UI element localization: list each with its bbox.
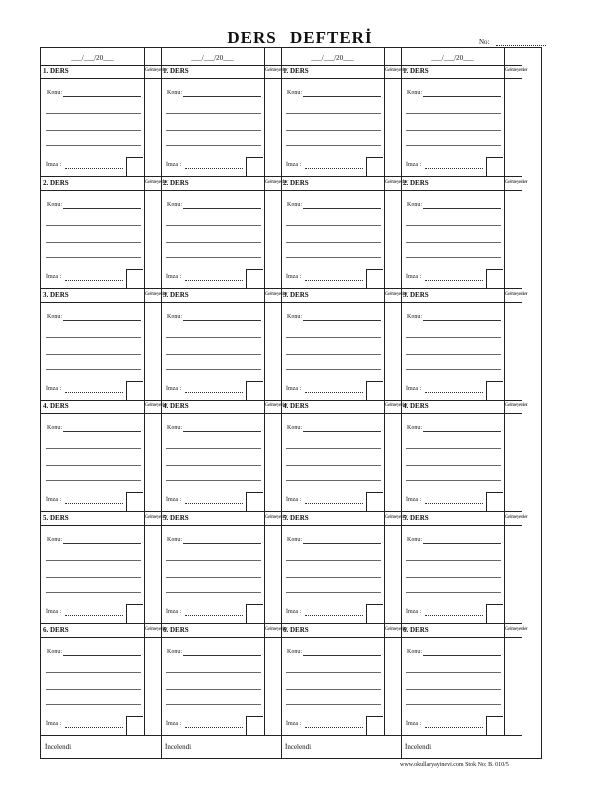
- absent-students-label: Gelmeyenler: [145, 627, 168, 632]
- signature-field[interactable]: [185, 168, 243, 169]
- subject-label: Konu:: [167, 201, 182, 208]
- writing-line[interactable]: [286, 672, 381, 673]
- writing-line[interactable]: [166, 145, 261, 146]
- signature-label: İmza :: [286, 273, 302, 280]
- absent-students-label: Gelmeyenler: [385, 291, 408, 297]
- signature-box[interactable]: [246, 157, 263, 176]
- absent-students-label: Gelmeyenler: [265, 515, 288, 521]
- absent-students-label: Gelmeyenler: [385, 515, 408, 521]
- writing-line[interactable]: [406, 592, 501, 593]
- writing-line[interactable]: [166, 369, 261, 370]
- writing-line[interactable]: [46, 130, 141, 131]
- signature-label: İmza :: [46, 609, 62, 616]
- absent-students-label: Gelmeyenler: [385, 403, 408, 409]
- signature-box[interactable]: [486, 269, 503, 288]
- signature-box[interactable]: [366, 269, 383, 288]
- absent-students-label: Gelmeyenler: [145, 179, 168, 185]
- lesson-number: 5. DERS: [163, 514, 189, 523]
- writing-line[interactable]: [286, 145, 381, 146]
- lesson-number: 2. DERS: [43, 178, 69, 187]
- date-side-cell: [145, 48, 162, 66]
- subject-label: Konu:: [47, 313, 62, 320]
- writing-line[interactable]: [286, 560, 381, 561]
- signature-field[interactable]: [425, 727, 483, 728]
- writing-line[interactable]: [166, 130, 261, 131]
- writing-line[interactable]: [286, 448, 381, 449]
- signature-box[interactable]: [486, 492, 503, 511]
- absent-students-label: Gelmeyenler: [145, 68, 168, 73]
- lesson-number: 5. DERS: [43, 514, 69, 523]
- subject-field[interactable]: [63, 208, 141, 209]
- subject-label: Konu:: [47, 649, 62, 655]
- signature-label: İmza :: [46, 162, 62, 168]
- subject-label: Konu:: [287, 425, 302, 432]
- subject-label: Konu:: [167, 649, 182, 655]
- writing-line[interactable]: [166, 225, 261, 226]
- number-field-line: [496, 45, 546, 46]
- writing-line[interactable]: [406, 577, 501, 578]
- subject-field[interactable]: [63, 431, 141, 432]
- subject-field[interactable]: [303, 431, 381, 432]
- absent-students-label: Gelmeyenler: [265, 68, 288, 73]
- column-divider: [281, 48, 282, 758]
- signature-box[interactable]: [366, 604, 383, 623]
- absent-students-label: Gelmeyenler: [505, 291, 528, 297]
- subject-label: Konu:: [407, 90, 422, 96]
- writing-line[interactable]: [46, 242, 141, 243]
- signature-box[interactable]: [246, 492, 263, 511]
- date-field[interactable]: ___/___/20___: [401, 48, 504, 66]
- subject-label: Konu:: [407, 537, 422, 544]
- signature-box[interactable]: [126, 604, 143, 623]
- writing-line[interactable]: [406, 242, 501, 243]
- date-field[interactable]: ___/___/20___: [281, 48, 384, 66]
- signature-field[interactable]: [425, 280, 483, 281]
- writing-line[interactable]: [406, 257, 501, 258]
- subject-label: Konu:: [407, 201, 422, 208]
- subject-label: Konu:: [287, 313, 302, 320]
- subject-field[interactable]: [423, 431, 501, 432]
- subject-label: Konu:: [407, 425, 422, 432]
- writing-line[interactable]: [406, 480, 501, 481]
- signature-box[interactable]: [486, 157, 503, 176]
- writing-line[interactable]: [46, 225, 141, 226]
- signature-field[interactable]: [305, 503, 363, 504]
- day-column: [281, 48, 408, 758]
- writing-line[interactable]: [406, 672, 501, 673]
- date-side-cell: [385, 48, 402, 66]
- writing-line[interactable]: [406, 337, 501, 338]
- writing-line[interactable]: [46, 448, 141, 449]
- signature-label: İmza :: [46, 273, 62, 280]
- subject-label: Konu:: [407, 649, 422, 655]
- subject-label: Konu:: [167, 90, 182, 96]
- signature-field[interactable]: [65, 280, 123, 281]
- writing-line[interactable]: [406, 704, 501, 705]
- signature-field[interactable]: [425, 615, 483, 616]
- absent-students-label: Gelmeyenler: [265, 627, 288, 632]
- writing-line[interactable]: [406, 560, 501, 561]
- reviewed-row: [281, 736, 402, 758]
- subject-field[interactable]: [423, 655, 501, 656]
- date-field[interactable]: ___/___/20___: [161, 48, 264, 66]
- absent-students-label: Gelmeyenler: [265, 291, 288, 297]
- subject-field[interactable]: [63, 655, 141, 656]
- lesson-number: 1. DERS: [403, 67, 429, 75]
- absent-column-divider: [384, 48, 385, 736]
- signature-label: İmza :: [46, 497, 62, 504]
- absent-students-label: Gelmeyenler: [145, 515, 168, 521]
- writing-line[interactable]: [166, 354, 261, 355]
- signature-box[interactable]: [366, 492, 383, 511]
- day-column: [161, 48, 288, 758]
- absent-students-label: Gelmeyenler: [145, 403, 168, 409]
- signature-box[interactable]: [246, 269, 263, 288]
- subject-field[interactable]: [423, 320, 501, 321]
- subject-field[interactable]: [303, 543, 381, 544]
- subject-field[interactable]: [183, 320, 261, 321]
- absent-students-label: Gelmeyenler: [385, 68, 408, 73]
- signature-field[interactable]: [185, 615, 243, 616]
- signature-label: İmza :: [406, 497, 422, 504]
- signature-box[interactable]: [366, 716, 383, 735]
- writing-line[interactable]: [406, 465, 501, 466]
- writing-line[interactable]: [406, 354, 501, 355]
- date-field[interactable]: ___/___/20___: [41, 48, 144, 66]
- signature-label: İmza :: [406, 273, 422, 280]
- subject-field[interactable]: [183, 96, 261, 97]
- lesson-number: 3. DERS: [283, 290, 309, 299]
- writing-line[interactable]: [46, 480, 141, 481]
- absent-students-label: Gelmeyenler: [265, 179, 288, 185]
- writing-line[interactable]: [286, 592, 381, 593]
- absent-students-label: Gelmeyenler: [505, 627, 528, 632]
- writing-line[interactable]: [286, 369, 381, 370]
- subject-field[interactable]: [303, 208, 381, 209]
- subject-label: Konu:: [287, 537, 302, 544]
- writing-line[interactable]: [46, 672, 141, 673]
- lesson-number: 6. DERS: [163, 626, 189, 634]
- signature-field[interactable]: [185, 392, 243, 393]
- signature-label: İmza :: [286, 162, 302, 168]
- number-label: No:: [479, 38, 490, 46]
- subject-field[interactable]: [303, 96, 381, 97]
- absent-column-divider: [504, 48, 505, 736]
- day-column: [41, 48, 168, 758]
- writing-line[interactable]: [166, 337, 261, 338]
- absent-students-label: Gelmeyenler: [505, 403, 528, 409]
- subject-field[interactable]: [423, 543, 501, 544]
- writing-line[interactable]: [286, 465, 381, 466]
- writing-line[interactable]: [166, 465, 261, 466]
- signature-box[interactable]: [366, 157, 383, 176]
- lesson-number: 4. DERS: [163, 402, 189, 411]
- absent-students-label: Gelmeyenler: [385, 627, 408, 632]
- reviewed-row: [41, 736, 162, 758]
- lesson-number: 4. DERS: [403, 402, 429, 411]
- writing-line[interactable]: [286, 257, 381, 258]
- lesson-number: 2. DERS: [403, 178, 429, 187]
- writing-line[interactable]: [166, 242, 261, 243]
- writing-line[interactable]: [46, 257, 141, 258]
- writing-line[interactable]: [46, 354, 141, 355]
- signature-label: İmza :: [406, 609, 422, 616]
- writing-line[interactable]: [406, 689, 501, 690]
- lesson-number: 1. DERS: [283, 67, 309, 75]
- writing-line[interactable]: [286, 225, 381, 226]
- signature-label: İmza :: [166, 273, 182, 280]
- date-side-cell: [265, 48, 282, 66]
- signature-box[interactable]: [366, 381, 383, 400]
- writing-line[interactable]: [46, 369, 141, 370]
- writing-line[interactable]: [46, 704, 141, 705]
- subject-label: Konu:: [287, 90, 302, 96]
- signature-field[interactable]: [425, 168, 483, 169]
- document-title: DERS DEFTERİ: [227, 28, 373, 47]
- subject-label: Konu:: [287, 649, 302, 655]
- subject-label: Konu:: [47, 425, 62, 432]
- subject-field[interactable]: [183, 543, 261, 544]
- column-divider: [161, 48, 162, 758]
- lesson-number: 6. DERS: [403, 626, 429, 634]
- subject-field[interactable]: [63, 320, 141, 321]
- writing-line[interactable]: [286, 242, 381, 243]
- signature-label: İmza :: [46, 721, 62, 727]
- writing-line[interactable]: [46, 689, 141, 690]
- lesson-number: 2. DERS: [283, 178, 309, 187]
- writing-line[interactable]: [406, 448, 501, 449]
- writing-line[interactable]: [286, 689, 381, 690]
- signature-field[interactable]: [185, 727, 243, 728]
- subject-label: Konu:: [167, 537, 182, 544]
- lesson-number: 3. DERS: [163, 290, 189, 299]
- signature-label: İmza :: [166, 385, 182, 392]
- reviewed-label: İncelendi: [405, 743, 432, 751]
- subject-label: Konu:: [47, 90, 62, 96]
- writing-line[interactable]: [406, 369, 501, 370]
- subject-field[interactable]: [423, 96, 501, 97]
- signature-box[interactable]: [126, 157, 143, 176]
- subject-field[interactable]: [423, 208, 501, 209]
- day-column: [401, 48, 528, 758]
- signature-field[interactable]: [65, 168, 123, 169]
- signature-box[interactable]: [126, 269, 143, 288]
- writing-line[interactable]: [46, 465, 141, 466]
- reviewed-row: [161, 736, 282, 758]
- signature-field[interactable]: [305, 392, 363, 393]
- absent-students-label: Gelmeyenler: [505, 179, 528, 185]
- writing-line[interactable]: [286, 130, 381, 131]
- lesson-number: 4. DERS: [43, 402, 69, 411]
- lesson-number: 5. DERS: [283, 514, 309, 523]
- signature-field[interactable]: [425, 392, 483, 393]
- signature-box[interactable]: [126, 492, 143, 511]
- writing-line[interactable]: [166, 257, 261, 258]
- writing-line[interactable]: [286, 577, 381, 578]
- absent-students-label: Gelmeyenler: [145, 291, 168, 297]
- subject-field[interactable]: [303, 320, 381, 321]
- writing-line[interactable]: [166, 448, 261, 449]
- writing-line[interactable]: [286, 354, 381, 355]
- lesson-number: 3. DERS: [403, 290, 429, 299]
- signature-label: İmza :: [166, 721, 182, 727]
- signature-field[interactable]: [65, 392, 123, 393]
- subject-label: Konu:: [167, 313, 182, 320]
- writing-line[interactable]: [286, 113, 381, 114]
- writing-line[interactable]: [406, 130, 501, 131]
- writing-line[interactable]: [286, 704, 381, 705]
- subject-field[interactable]: [183, 431, 261, 432]
- writing-line[interactable]: [166, 113, 261, 114]
- lesson-number: 1. DERS: [163, 67, 189, 75]
- subject-field[interactable]: [183, 208, 261, 209]
- signature-field[interactable]: [305, 727, 363, 728]
- signature-field[interactable]: [65, 503, 123, 504]
- subject-label: Konu:: [167, 425, 182, 432]
- lesson-number: 4. DERS: [283, 402, 309, 411]
- subject-label: Konu:: [407, 313, 422, 320]
- signature-label: İmza :: [406, 721, 422, 727]
- writing-line[interactable]: [166, 672, 261, 673]
- signature-label: İmza :: [286, 609, 302, 616]
- signature-box[interactable]: [246, 381, 263, 400]
- subject-field[interactable]: [63, 96, 141, 97]
- signature-box[interactable]: [486, 604, 503, 623]
- signature-field[interactable]: [425, 503, 483, 504]
- publisher-footer: www.okullaryayinevi.com Stok No: B. 010/5: [400, 762, 509, 768]
- signature-box[interactable]: [246, 604, 263, 623]
- subject-field[interactable]: [63, 543, 141, 544]
- writing-line[interactable]: [286, 337, 381, 338]
- lesson-number: 6. DERS: [43, 626, 69, 634]
- writing-line[interactable]: [46, 337, 141, 338]
- writing-line[interactable]: [406, 145, 501, 146]
- column-divider: [401, 48, 402, 758]
- signature-field[interactable]: [185, 503, 243, 504]
- signature-field[interactable]: [65, 727, 123, 728]
- signature-label: İmza :: [286, 385, 302, 392]
- absent-students-label: Gelmeyenler: [505, 515, 528, 521]
- writing-line[interactable]: [46, 113, 141, 114]
- absent-students-label: Gelmeyenler: [505, 68, 528, 73]
- signature-label: İmza :: [286, 721, 302, 727]
- signature-field[interactable]: [185, 280, 243, 281]
- writing-line[interactable]: [166, 689, 261, 690]
- signature-label: İmza :: [166, 609, 182, 616]
- signature-field[interactable]: [305, 615, 363, 616]
- absent-column-divider: [144, 48, 145, 736]
- lesson-number: 3. DERS: [43, 290, 69, 299]
- writing-line[interactable]: [46, 592, 141, 593]
- subject-label: Konu:: [287, 201, 302, 208]
- signature-label: İmza :: [406, 162, 422, 168]
- reviewed-label: İncelendi: [45, 743, 72, 751]
- reviewed-label: İncelendi: [165, 743, 192, 751]
- lesson-grid: [40, 47, 542, 759]
- absent-students-label: Gelmeyenler: [265, 403, 288, 409]
- signature-label: İmza :: [46, 385, 62, 392]
- signature-box[interactable]: [486, 381, 503, 400]
- writing-line[interactable]: [166, 577, 261, 578]
- signature-field[interactable]: [65, 615, 123, 616]
- signature-box[interactable]: [246, 716, 263, 735]
- signature-box[interactable]: [486, 716, 503, 735]
- subject-field[interactable]: [183, 655, 261, 656]
- subject-field[interactable]: [303, 655, 381, 656]
- reviewed-label: İncelendi: [285, 743, 312, 751]
- signature-box[interactable]: [126, 381, 143, 400]
- signature-field[interactable]: [305, 168, 363, 169]
- writing-line[interactable]: [286, 480, 381, 481]
- date-side-cell: [505, 48, 522, 66]
- signature-label: İmza :: [166, 162, 182, 168]
- signature-label: İmza :: [166, 497, 182, 504]
- signature-label: İmza :: [286, 497, 302, 504]
- writing-line[interactable]: [46, 145, 141, 146]
- writing-line[interactable]: [406, 225, 501, 226]
- subject-label: Konu:: [47, 537, 62, 544]
- lesson-number: 2. DERS: [163, 178, 189, 187]
- writing-line[interactable]: [166, 592, 261, 593]
- writing-line[interactable]: [46, 560, 141, 561]
- writing-line[interactable]: [166, 704, 261, 705]
- writing-line[interactable]: [46, 577, 141, 578]
- absent-column-divider: [264, 48, 265, 736]
- absent-students-label: Gelmeyenler: [385, 179, 408, 185]
- signature-label: İmza :: [406, 385, 422, 392]
- lesson-number: 6. DERS: [283, 626, 309, 634]
- subject-label: Konu:: [47, 201, 62, 208]
- reviewed-row: [401, 736, 522, 758]
- writing-line[interactable]: [406, 113, 501, 114]
- signature-box[interactable]: [126, 716, 143, 735]
- signature-field[interactable]: [305, 280, 363, 281]
- writing-line[interactable]: [166, 560, 261, 561]
- writing-line[interactable]: [166, 480, 261, 481]
- lesson-number: 1. DERS: [43, 67, 69, 75]
- lesson-number: 5. DERS: [403, 514, 429, 523]
